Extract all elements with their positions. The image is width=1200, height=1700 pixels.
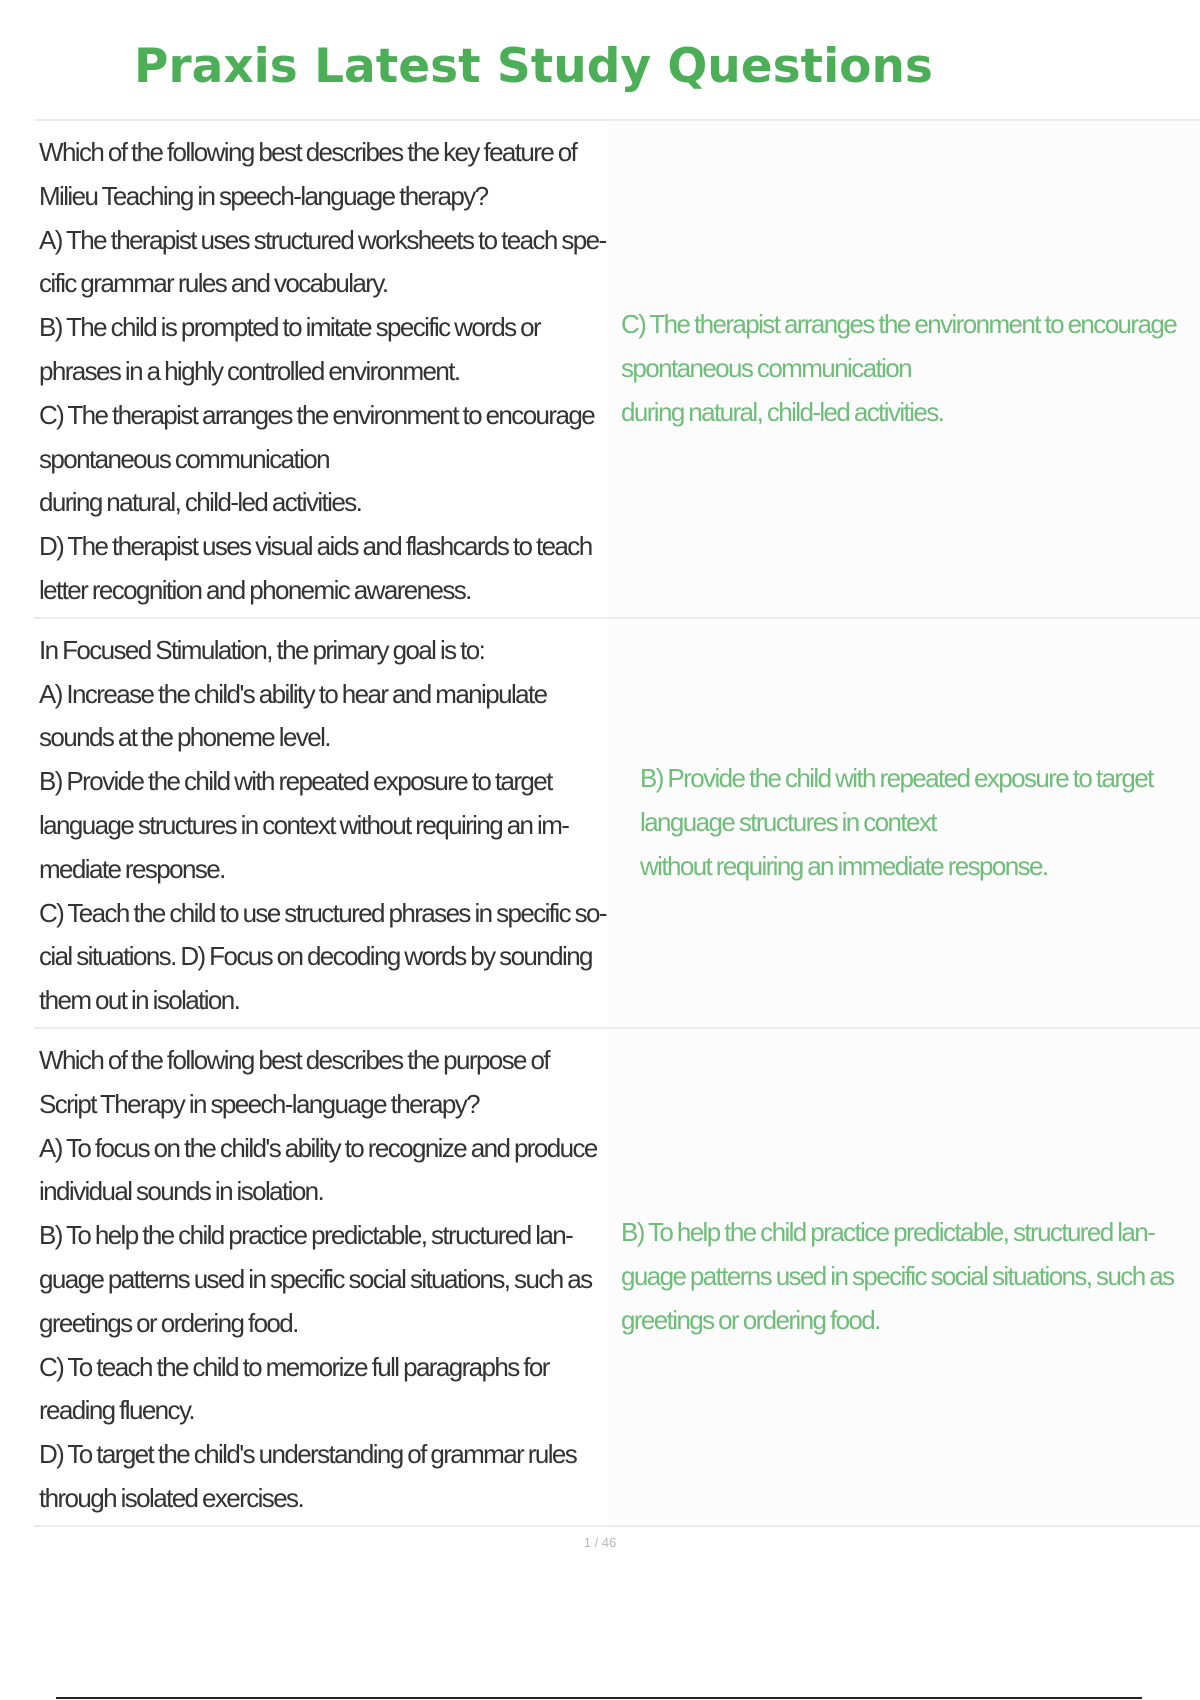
table-row <box>34 121 1200 619</box>
option-line: them out in isolation. <box>39 985 240 1016</box>
option-line: phrases in a highly controlled environment. <box>39 355 460 386</box>
option-line: language structures in context without requiring an im- <box>39 809 569 840</box>
answer-line: C) The therapist arranges the environment to encourage <box>621 309 1177 340</box>
option-line: individual sounds in isolation. <box>39 1176 324 1207</box>
option-line: C) To teach the child to memorize full paragraphs for <box>39 1351 549 1382</box>
answer-line: greetings or ordering food. <box>621 1304 880 1335</box>
question-cell <box>34 619 608 1027</box>
option-line: cific grammar rules and vocabulary. <box>39 268 388 299</box>
question-line: Milieu Teaching in speech-language therapy? <box>39 180 488 211</box>
option-line: A) Increase the child's ability to hear and manipulate <box>39 678 547 709</box>
option-line: mediate response. <box>39 853 225 884</box>
answer-line: during natural, child-led activities. <box>621 396 944 427</box>
answer-text <box>640 757 1153 888</box>
option-line: A) To focus on the child's ability to recognize and produce <box>39 1132 597 1163</box>
option-line: greetings or ordering food. <box>39 1307 298 1338</box>
page-number: 1 / 46 <box>583 1535 617 1550</box>
option-line: through isolated exercises. <box>39 1482 304 1513</box>
option-line: C) The therapist arranges the environment to encourage <box>39 399 595 430</box>
table-row <box>34 619 1200 1029</box>
option-line: during natural, child-led activities. <box>39 487 362 518</box>
answer-cell <box>608 121 1200 617</box>
question-cell <box>34 1029 608 1525</box>
option-line: sounds at the phoneme level. <box>39 722 330 753</box>
answer-line: guage patterns used in specific social situations, such as <box>621 1260 1174 1291</box>
answer-line: spontaneous communication <box>621 352 911 383</box>
answer-text <box>621 1211 1173 1342</box>
answer-line: B) Provide the child with repeated exposure to target <box>640 763 1153 794</box>
question-line: Which of the following best describes the key feature of <box>39 137 577 167</box>
answer-cell <box>608 1029 1200 1525</box>
option-line: guage patterns used in specific social situations, such as <box>39 1263 592 1294</box>
question-line: Script Therapy in speech-language therapy? <box>39 1088 479 1119</box>
question-cell <box>34 121 608 617</box>
answer-cell <box>608 619 1200 1027</box>
option-line: C) Teach the child to use structured phrases in specific so- <box>39 897 606 928</box>
page-divider <box>56 1697 1142 1699</box>
option-line: D) The therapist uses visual aids and flashcards to teach <box>39 531 592 562</box>
option-line: D) To target the child's understanding of grammar rules <box>39 1439 577 1470</box>
option-line: B) Provide the child with repeated exposure to target <box>39 766 552 797</box>
table-row <box>34 1029 1200 1527</box>
option-line: letter recognition and phonemic awareness. <box>39 574 471 605</box>
question-line: In Focused Stimulation, the primary goal is to: <box>39 634 485 665</box>
option-line: B) The child is prompted to imitate specific words or <box>39 312 541 343</box>
page-title: Praxis Latest Study Questions <box>134 39 933 94</box>
answer-line: language structures in context <box>640 806 936 837</box>
question-line: Which of the following best describes the purpose of <box>39 1044 550 1075</box>
answer-line: without requiring an immediate response. <box>640 850 1048 881</box>
answer-line: B) To help the child practice predictable, structured lan- <box>621 1217 1155 1248</box>
option-line: spontaneous communication <box>39 443 329 474</box>
answer-text <box>621 303 1176 434</box>
option-line: A) The therapist uses structured worksheets to teach spe- <box>39 224 606 255</box>
option-line: cial situations. D) Focus on decoding words by sounding <box>39 941 592 972</box>
question-answer-table <box>34 119 1200 1527</box>
option-line: B) To help the child practice predictable, structured lan- <box>39 1220 573 1251</box>
option-line: reading fluency. <box>39 1395 195 1426</box>
